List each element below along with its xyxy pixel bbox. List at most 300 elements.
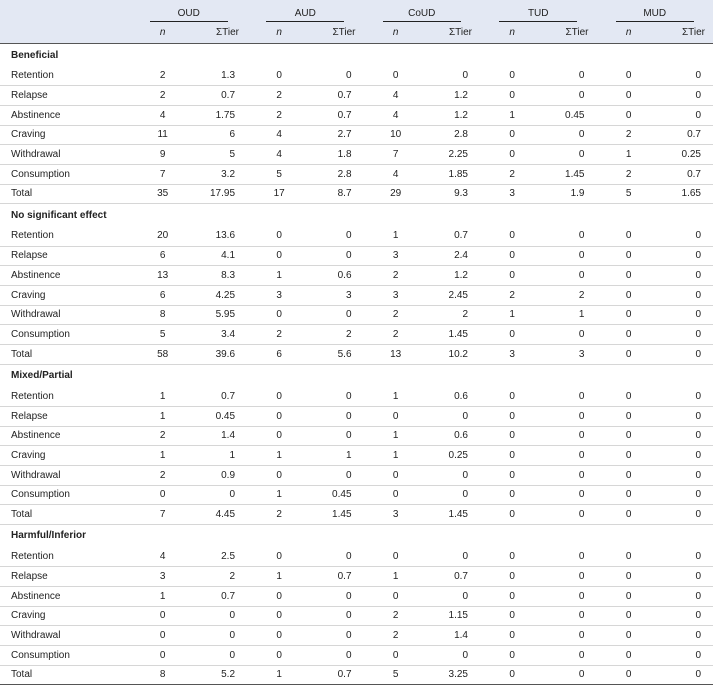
count-cell: 1 [364,446,428,466]
count-cell: 2 [480,285,544,305]
count-cell: 0 [480,586,544,606]
count-cell: 0 [480,645,544,665]
count-cell: 1 [364,567,428,587]
tier-cell: 0 [544,246,596,266]
section-title: Harmful/Inferior [11,530,87,542]
count-cell: 20 [131,226,195,246]
count-cell: 1 [247,567,311,587]
count-cell: 1 [364,226,428,246]
table-row [0,586,713,606]
tier-cell: 0 [544,586,596,606]
tier-header: ΣTier [311,22,363,44]
tier-cell: 1.85 [428,164,480,184]
count-cell: 0 [247,246,311,266]
row-label: Craving [0,125,131,145]
count-cell: 35 [131,184,195,204]
tier-cell: 0 [544,465,596,485]
count-cell: 5 [596,184,660,204]
count-cell: 0 [131,645,195,665]
tier-cell: 0 [544,547,596,567]
tier-cell: 0.9 [195,465,247,485]
tier-cell: 0 [428,645,480,665]
tier-cell: 0 [661,606,713,626]
row-label: Total [0,344,131,364]
tier-header: ΣTier [428,22,480,44]
section-header-row [0,524,713,547]
count-cell: 2 [480,164,544,184]
tier-cell: 1.45 [428,325,480,345]
count-cell: 0 [364,645,428,665]
tier-cell: 0 [428,586,480,606]
count-cell: 0 [596,426,660,446]
tier-cell: 0 [544,387,596,407]
count-cell: 2 [131,465,195,485]
tier-cell: 0 [195,485,247,505]
count-cell: 0 [480,266,544,286]
tier-cell: 0 [661,426,713,446]
count-cell: 0 [480,246,544,266]
tier-cell: 0 [661,547,713,567]
count-cell: 4 [247,125,311,145]
tier-cell: 4.45 [195,505,247,525]
count-cell: 0 [247,387,311,407]
total-row [0,505,713,525]
table-row [0,164,713,184]
n-header: n [247,22,311,44]
table-row [0,645,713,665]
tier-cell: 1.2 [428,266,480,286]
tier-cell: 1.15 [428,606,480,626]
count-cell: 0 [480,406,544,426]
tier-cell: 0 [311,586,363,606]
count-cell: 0 [247,547,311,567]
tier-cell: 0 [544,325,596,345]
tier-cell: 0 [544,66,596,86]
count-cell: 0 [596,406,660,426]
table-row [0,325,713,345]
tier-cell: 2.45 [428,285,480,305]
table-row [0,406,713,426]
tier-cell: 3.2 [195,164,247,184]
count-cell: 3 [131,567,195,587]
row-label: Withdrawal [0,465,131,485]
count-cell: 2 [596,164,660,184]
tier-cell: 0 [195,606,247,626]
section-header-row [0,204,713,227]
section-header-row [0,44,713,67]
group-header: CoUD [364,0,480,22]
count-cell: 0 [480,505,544,525]
tier-cell: 0 [661,586,713,606]
count-cell: 0 [480,145,544,165]
tier-cell: 2.8 [311,164,363,184]
count-cell: 4 [247,145,311,165]
count-cell: 7 [131,164,195,184]
count-cell: 0 [596,606,660,626]
tier-cell: 5.95 [195,305,247,325]
count-cell: 0 [247,226,311,246]
section-title: Beneficial [11,49,59,61]
table-row [0,606,713,626]
row-label: Withdrawal [0,145,131,165]
table-row [0,105,713,125]
count-cell: 2 [247,86,311,106]
group-header: MUD [596,0,713,22]
tier-cell: 0 [311,547,363,567]
tier-cell: 0 [661,305,713,325]
section-title: Mixed/Partial [11,370,73,382]
tier-cell: 0.6 [311,266,363,286]
tier-cell: 0 [544,226,596,246]
row-label: Craving [0,285,131,305]
count-cell: 2 [247,105,311,125]
tier-cell: 1.45 [428,505,480,525]
tier-cell: 0 [661,285,713,305]
row-label: Relapse [0,86,131,106]
table-row [0,465,713,485]
count-cell: 13 [131,266,195,286]
tier-cell: 2 [311,325,363,345]
tier-cell: 0 [661,325,713,345]
count-cell: 2 [364,626,428,646]
tier-cell: 5.6 [311,344,363,364]
tier-cell: 0 [544,606,596,626]
tier-cell: 0 [544,145,596,165]
count-cell: 0 [596,465,660,485]
tier-cell: 1.3 [195,66,247,86]
tier-cell: 2.25 [428,145,480,165]
table-row [0,567,713,587]
tier-cell: 0 [661,246,713,266]
count-cell: 0 [596,86,660,106]
table-row [0,387,713,407]
tier-cell: 4.25 [195,285,247,305]
count-cell: 2 [364,606,428,626]
count-cell: 9 [131,145,195,165]
count-cell: 3 [247,285,311,305]
tier-cell: 2.8 [428,125,480,145]
n-header: n [480,22,544,44]
count-cell: 2 [131,426,195,446]
count-cell: 3 [480,344,544,364]
count-cell: 0 [480,226,544,246]
tier-cell: 0.25 [428,446,480,466]
count-cell: 0 [247,66,311,86]
count-cell: 4 [364,86,428,106]
count-cell: 0 [480,606,544,626]
tier-cell: 5.2 [195,665,247,685]
tier-cell: 0.7 [195,387,247,407]
table-row [0,446,713,466]
count-cell: 8 [131,665,195,685]
tier-cell: 0.25 [661,145,713,165]
tier-header: ΣTier [544,22,596,44]
table-row [0,66,713,86]
count-cell: 0 [364,465,428,485]
tier-cell: 0 [661,665,713,685]
table-row [0,305,713,325]
tier-cell: 0 [661,344,713,364]
tier-cell: 0 [661,645,713,665]
count-cell: 0 [247,606,311,626]
count-cell: 3 [480,184,544,204]
tier-cell: 0 [311,606,363,626]
count-cell: 0 [480,485,544,505]
tier-cell: 17.95 [195,184,247,204]
count-cell: 0 [596,387,660,407]
tier-cell: 0.7 [195,86,247,106]
row-label: Withdrawal [0,626,131,646]
count-cell: 0 [480,387,544,407]
table-row [0,485,713,505]
count-cell: 0 [480,547,544,567]
row-label: Consumption [0,485,131,505]
tier-cell: 0 [544,567,596,587]
count-cell: 1 [247,446,311,466]
tier-cell: 0.7 [428,226,480,246]
tier-cell: 0.7 [311,86,363,106]
count-cell: 0 [596,226,660,246]
row-label: Consumption [0,164,131,184]
corner-cell [0,22,131,44]
tier-cell: 0 [311,226,363,246]
tier-header: ΣTier [195,22,247,44]
count-cell: 3 [364,505,428,525]
table-header [0,0,713,44]
count-cell: 11 [131,125,195,145]
count-cell: 6 [131,285,195,305]
tier-cell: 0 [544,665,596,685]
tier-cell: 0.7 [311,567,363,587]
section-title: No significant effect [11,209,107,221]
tier-cell: 1.4 [195,426,247,446]
count-cell: 6 [131,246,195,266]
tier-cell: 0 [661,626,713,646]
subheader-row [0,22,713,44]
count-cell: 2 [364,266,428,286]
count-cell: 0 [247,406,311,426]
tier-cell: 0 [544,446,596,466]
tier-cell: 0 [428,485,480,505]
count-cell: 3 [364,285,428,305]
tier-cell: 0 [661,66,713,86]
tier-cell: 0 [661,505,713,525]
tier-cell: 3.4 [195,325,247,345]
count-cell: 0 [480,426,544,446]
tier-cell: 39.6 [195,344,247,364]
count-cell: 0 [480,66,544,86]
tier-cell: 1.75 [195,105,247,125]
count-cell: 0 [596,505,660,525]
group-header: AUD [247,0,363,22]
tier-cell: 0.6 [428,426,480,446]
count-cell: 0 [596,547,660,567]
table-row [0,86,713,106]
count-cell: 1 [247,485,311,505]
count-cell: 0 [131,485,195,505]
count-cell: 0 [596,66,660,86]
count-cell: 2 [364,325,428,345]
row-label: Consumption [0,325,131,345]
row-label: Retention [0,226,131,246]
n-header: n [131,22,195,44]
section-header-row [0,364,713,387]
tier-cell: 0 [311,645,363,665]
tier-cell: 2.5 [195,547,247,567]
count-cell: 3 [364,246,428,266]
tier-cell: 2 [195,567,247,587]
tier-cell: 0 [544,626,596,646]
count-cell: 1 [596,145,660,165]
count-cell: 0 [247,586,311,606]
tier-cell: 0 [544,505,596,525]
tier-cell: 0.6 [428,387,480,407]
count-cell: 1 [131,586,195,606]
count-cell: 2 [364,305,428,325]
tier-cell: 5 [195,145,247,165]
count-cell: 0 [596,105,660,125]
tier-cell: 2 [544,285,596,305]
count-cell: 0 [364,485,428,505]
row-label: Abstinence [0,266,131,286]
count-cell: 0 [364,586,428,606]
table-row [0,125,713,145]
group-header-row [0,0,713,22]
count-cell: 0 [596,285,660,305]
tier-cell: 0 [311,465,363,485]
tier-cell: 0 [195,626,247,646]
tier-cell: 4.1 [195,246,247,266]
count-cell: 0 [480,626,544,646]
tier-cell: 0 [544,86,596,106]
tier-cell: 0 [661,226,713,246]
count-cell: 0 [596,626,660,646]
count-cell: 0 [596,246,660,266]
count-cell: 1 [364,426,428,446]
table-row [0,285,713,305]
tier-cell: 2.4 [428,246,480,266]
count-cell: 0 [480,446,544,466]
table-row [0,547,713,567]
group-header: TUD [480,0,596,22]
row-label: Withdrawal [0,305,131,325]
tier-cell: 8.3 [195,266,247,286]
tier-cell: 0.7 [311,105,363,125]
count-cell: 1 [131,406,195,426]
count-cell: 0 [364,406,428,426]
tier-cell: 0 [661,387,713,407]
count-cell: 6 [247,344,311,364]
tier-cell: 0.7 [311,665,363,685]
count-cell: 0 [480,465,544,485]
tier-cell: 0 [661,465,713,485]
tier-cell: 0 [661,86,713,106]
tier-cell: 0.7 [195,586,247,606]
tier-cell: 0 [544,426,596,446]
table-row [0,626,713,646]
tier-cell: 1.9 [544,184,596,204]
row-label: Retention [0,547,131,567]
count-cell: 58 [131,344,195,364]
count-cell: 1 [131,446,195,466]
tier-cell: 0 [661,105,713,125]
table-row [0,145,713,165]
count-cell: 5 [247,164,311,184]
count-cell: 29 [364,184,428,204]
count-cell: 2 [596,125,660,145]
count-cell: 7 [364,145,428,165]
tier-cell: 2 [428,305,480,325]
tier-cell: 0 [544,125,596,145]
count-cell: 0 [364,66,428,86]
count-cell: 1 [247,266,311,286]
row-label: Relapse [0,567,131,587]
count-cell: 0 [247,426,311,446]
count-cell: 0 [596,567,660,587]
tier-cell: 13.6 [195,226,247,246]
tier-cell: 0 [544,485,596,505]
table-body [0,44,713,685]
count-cell: 0 [480,567,544,587]
tier-cell: 0 [311,626,363,646]
tier-cell: 0 [428,66,480,86]
count-cell: 0 [131,626,195,646]
count-cell: 0 [247,465,311,485]
count-cell: 1 [247,665,311,685]
tier-cell: 0 [311,305,363,325]
tier-cell: 0 [428,465,480,485]
total-row [0,184,713,204]
row-label: Total [0,505,131,525]
table-row [0,226,713,246]
n-header: n [596,22,660,44]
count-cell: 13 [364,344,428,364]
count-cell: 1 [364,387,428,407]
tier-cell: 0 [661,446,713,466]
tier-cell: 1.45 [311,505,363,525]
row-label: Total [0,184,131,204]
tier-cell: 1 [544,305,596,325]
row-label: Craving [0,446,131,466]
row-label: Retention [0,387,131,407]
count-cell: 0 [131,606,195,626]
tier-cell: 0 [661,266,713,286]
count-cell: 0 [480,86,544,106]
row-label: Relapse [0,406,131,426]
count-cell: 4 [131,105,195,125]
tier-cell: 3.25 [428,665,480,685]
count-cell: 0 [596,645,660,665]
table-row [0,426,713,446]
row-label: Abstinence [0,426,131,446]
table-row [0,246,713,266]
tier-cell: 9.3 [428,184,480,204]
tier-cell: 0.45 [195,406,247,426]
count-cell: 7 [131,505,195,525]
tier-cell: 0.45 [311,485,363,505]
tier-cell: 0 [428,547,480,567]
tier-cell: 0.7 [661,164,713,184]
tier-cell: 0 [311,406,363,426]
count-cell: 1 [131,387,195,407]
tier-cell: 0 [661,406,713,426]
tier-cell: 8.7 [311,184,363,204]
group-header: OUD [131,0,247,22]
count-cell: 0 [596,665,660,685]
count-cell: 4 [131,547,195,567]
tier-cell: 0 [311,387,363,407]
count-cell: 0 [364,547,428,567]
